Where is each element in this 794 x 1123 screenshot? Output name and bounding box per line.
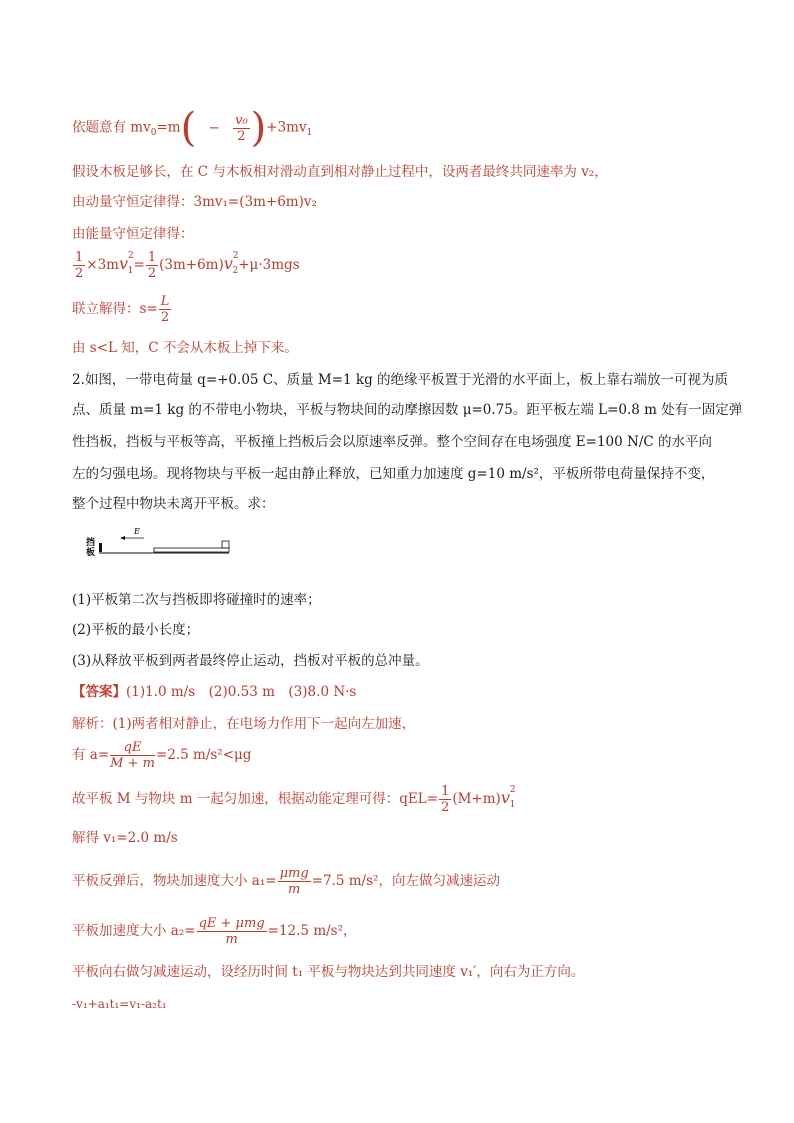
text-line: 由动量守恒定律得：3mv₁=(3m+6m)v₂ <box>72 194 317 210</box>
frac-num: μmg <box>279 866 309 881</box>
text: 平板加速度大小 a₂= <box>72 923 196 939</box>
problem-line: 性挡板，挡板与平板等高，平板撞上挡板后会以原速率反弹。整个空间存在电场强度 E=100 N/C 的水平向 <box>72 434 712 450</box>
frac-den: m <box>225 932 238 947</box>
problem-line: 点、质量 m=1 kg 的不带电小物块，平板与物块间的动摩擦因数 μ=0.75。距平板左端 L=0.8 m 处有一固定弹 <box>72 402 743 418</box>
problem-line: 整个过程中物块未离开平板。求： <box>72 496 275 512</box>
text: = <box>133 257 145 273</box>
eq-a2 <box>72 916 357 947</box>
fraction <box>197 916 267 947</box>
paren-left: ( <box>180 105 197 151</box>
fraction: $\frac{1}{2}$ <box>75 250 84 281</box>
eq-solve-s <box>72 294 172 325</box>
figure-drawing <box>84 528 244 568</box>
text: 依题意有 mv <box>72 119 151 136</box>
solution-line: 解得 v₁=2.0 m/s <box>72 830 178 846</box>
paren-right: ) <box>250 105 267 151</box>
eq-a1 <box>72 866 500 897</box>
text-line: 由 s<L 知，C 不会从木板上掉下来。 <box>72 340 298 356</box>
text: 联立解得：s= <box>72 301 158 317</box>
text-line: 由能量守恒定律得： <box>72 226 194 242</box>
text-line: 假设木板足够长，在 C 与木板相对滑动直到相对静止过程中，设两者最终共同速率为 v₂， <box>72 164 608 180</box>
problem-figure <box>84 528 244 568</box>
text: =m <box>156 119 181 136</box>
frac-den: m <box>287 882 301 897</box>
fraction <box>159 294 172 325</box>
text: =2.5 m/s²<μg <box>155 747 252 763</box>
text: =7.5 m/s²，向左做匀减速运动 <box>311 873 500 889</box>
eq-energy-theorem: 故平板 M 与物块 m 一起匀加速，根据动能定理可得：qEL= $\frac{1}{2}$ $(M+m)v^2_1$ <box>72 784 516 815</box>
answer-line <box>72 682 356 702</box>
solution-equation: -v₁+a₁t₁=v₁-a₂t₁ <box>72 997 167 1011</box>
text: +3mv <box>266 119 307 136</box>
frac-num: L <box>160 294 170 309</box>
frac-num: v₀ <box>235 112 248 128</box>
frac-num: qE + μmg <box>198 916 265 931</box>
text: (3m+6m) <box>159 257 224 273</box>
question-3: (3)从释放平板到两者最终停止运动，挡板对平板的总冲量。 <box>72 653 429 669</box>
question-2: (2)平板的最小长度； <box>72 622 200 638</box>
text: − <box>208 119 220 136</box>
answer-text: (1)1.0 m/s (2)0.53 m (3)8.0 N·s <box>126 684 357 700</box>
frac-den: M + m <box>110 756 155 771</box>
frac-num: qE <box>110 740 155 756</box>
field-label: E <box>134 527 140 536</box>
solution-line: 平板向右做匀减速运动，设经历时间 t₁ 平板与物块达到共同速度 v₁′，向右为正方向。 <box>72 964 585 980</box>
solution-line: 解析：(1)两者相对静止，在电场力作用下一起向左加速， <box>72 716 416 732</box>
fraction: $\frac{1}{2}$ <box>441 784 450 815</box>
frac-den: 2 <box>160 310 170 325</box>
text: =12.5 m/s²， <box>267 923 357 939</box>
text: (M+m) <box>452 791 501 807</box>
fraction <box>110 740 155 771</box>
text: 故平板 M 与物块 m 一起匀加速，根据动能定理可得：qEL= <box>72 791 439 807</box>
eq-energy: $\frac{1}{2}$ $\times 3mv^2_1=$ $\frac{1}{2}$ $(3m+6m)v^2_2+\mu\cdot 3mgs$ <box>75 250 300 281</box>
fraction <box>278 866 311 897</box>
text: 平板反弹后，物块加速度大小 a₁= <box>72 873 277 889</box>
problem-line: 2.如图，一带电荷量 q=+0.05 C、质量 M=1 kg 的绝缘平板置于光滑的水平面上，板上靠右端放一可视为质 <box>72 372 729 388</box>
question-1: (1)平板第二次与挡板即将碰撞时的速率； <box>72 592 321 608</box>
eq-momentum-setup: 依题意有 $mv_0=m$( − $\frac{\text{v₀}}{2}$ )$+3mv_1$ <box>72 105 313 151</box>
text: 有 a= <box>72 747 110 763</box>
eq-accel <box>72 740 251 771</box>
fraction <box>233 113 250 144</box>
text: +μ·3mgs <box>238 257 300 273</box>
figure-label: 挡 板 <box>86 538 96 558</box>
text: ×3m <box>86 257 119 273</box>
frac-den: 2 <box>237 128 246 144</box>
fraction: $\frac{1}{2}$ <box>147 250 157 281</box>
answer-tag: 【答案】 <box>72 684 126 700</box>
problem-line: 左的匀强电场。现将物块与平板一起由静止释放，已知重力加速度 g=10 m/s²，平板所带电荷量保持不变， <box>72 466 715 482</box>
